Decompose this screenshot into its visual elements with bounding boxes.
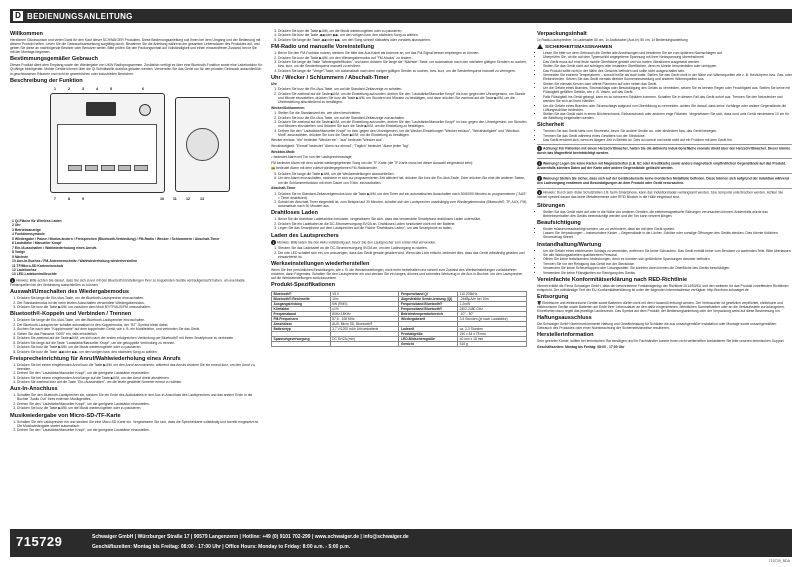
function-labels-list: [10, 219, 262, 277]
spec-key: Frequenzband Bluetooth®: [399, 307, 458, 312]
spec-value: V5.0: [330, 292, 399, 297]
warning-icon: [537, 44, 543, 49]
column-1: [10, 29, 262, 434]
spec-value: 10m: [330, 297, 399, 302]
call-heading: Freisprecheinrichtung für Anruf/Wahlwiederholung eines Anrufs: [10, 355, 181, 362]
spec-key: Frequenzband Bluetooth®: [399, 302, 458, 307]
function-label: 2 Uhr: [12, 223, 21, 228]
alarm-steps: 1. Stellen Sie die Standardzeit ein, wie oben beschrieben. 2. Drücken Sie kurz die Ein-/Aus-Taste, um auf die Standard-Zeitanzeige zuzuschalten. 3. Drücken Sie zweimal auf die Taste ▶II/M, um die Einstellung aufzurufen, drehen Sie den "Lautstärke/Manueller Knopf" im bzw. gegen den Uhrzeigersinn, um Stunden und Minuten einzustellen, und drücken Sie kurz die Taste ▶II/M, um die Einstellung zu bestätigen. 4. Drehen Sie den "Lautstärke/Manueller Knopf" im bzw. gegen den Uhrzeigersinn, um die Wecker-Einstellungen "Wecker ein/aus", "Weckhäufigkeit" und "Weckton-Modi" auszuwählen, drücken Sie kurz die Taste ▶II/M, um die Einstellung zu bestätigen.: [271, 111, 527, 137]
spec-value: 87,5 - 108 MHz: [330, 317, 399, 322]
bluetooth-hint: i Hinweis: Bitte achten Sie darauf, dass Sie sich zuvor mit den Bluetooth Einstellungen Ihrer zu koppelnden Geräte vertrautgemacht haben, um eventuelle Fehlerquellen bei der Verbindung ausschließen zu können.: [10, 278, 245, 288]
speaker-unit: [175, 97, 230, 192]
spec-key: [272, 342, 331, 347]
charge-hint: i Hinweis: Bitte laden Sie den Akku vollständig auf, bevor Sie den Lautsprecher zum ersten Mal verwenden.: [272, 239, 437, 245]
page-title: BEDIENUNGSANLEITUNG: [27, 11, 133, 21]
spec-key: Betriebstemperaturbereich: [399, 312, 458, 317]
wireless-steps: 1. Bevor Sie die drahtlose Ladefunktion benutzen, vergewissern Sie sich, dass das verwendete Smartphone drahtloses Laden unterstützt. 2. Drücken Sie ein Ladekabel an die DC-Stromversorgung 5V/2A an. Drahtloses Laden funktioniert nicht mit der Batterie. 3. Legen Sie das Smartphone auf dem Lautsprecher auf die Fläche "Drahtloses Laden", um das Smartphone zu laden.: [271, 217, 527, 230]
alarm-note: FM bedeutet Alarm mit dem zuletzt wiedergegebenen Song von der TF-Karte (die TF-Karte muss bei dieser Auswahl eingesteckt sein);: [271, 160, 474, 165]
alarm-note: Weckhäufigkeit: "Einmal" bedeutet "Alarm nur einmal"; "Täglich" bedeutet "Alarm jeden Tag".: [271, 143, 410, 148]
spec-value: DC 5V/2A (min): [330, 337, 399, 342]
button-row: [68, 165, 148, 171]
bluetooth-steps: 1. Drücken Sie lange die Ein-/Aus-Taste, um den Bluetooth-Lautsprecher einzuschalten. 2. Der Bluetooth-Lautsprecher schaltet automatisch in den Koppelmodus, der "BT"-Symbol blinkt dabei. 3. Suchen Sie nach dem "Kopplername" auf dem koppelnden Gerät, wie z. B. ein Mobiltelefon, und verbinden Sie das Gerät. 4. Geben Sie das Passwort "0000" ein, falls erforderlich. 5. Drücken Sie zweimal auf die Taste ▶II/M, um sich nach der ersten erfolgreichen Verbindung per Bluetooth® mit Ihrem Smartphone zu verbinden. 6. Drücken Sie lange auf die Taste "Lautstärke/Manueller Knopf", um die gekoppelte Verbindung zu trennen. 7. Drücken Sie kurz die Taste ▶II/M, um die Musik wiederzugeben oder zu pausieren. 8. Drücken Sie kurz die Taste ◀◀ oder ▶▶, um den vorigen bzw. den nächsten Song zu wählen.: [10, 318, 262, 353]
liability-heading: Haftungsausschluss: [537, 315, 592, 322]
conformity-text: Hiermit erklärt die Firma Schwaiger GmbH, dass der beschriebene Funkanlagentyp der Richtlinie 2014/53/EU und den weiteren für das Produkt zutreffenden Richtlinien entspricht. Der vollständige Text der EU-Konformitätserklärung ist unter der folgenden Internetadresse verfügbar: http://konform.schwaiger.de: [537, 283, 789, 292]
spec-value: -24dBµA/m bei 10m: [458, 297, 527, 302]
charge-steps: 1. Stecken Sie das Ladekabel an die DC-Stromversorgung 5V/2A an, um den Ladevorgang zu starten. 2. Die rote LED schaltet sich ein, um anzuzeigen, dass das Gerät gerade geladen wird. Wenn das Licht erlischt, bedeutet dies, dass das Gerät vollständig geladen und einsatzbereit ist.: [271, 246, 527, 259]
alarm-tail-steps: 5. Drücken Sie lange die Taste ▶II/M, um die Weckeinstellungen abzuschließen. 6. Um den Alarm einzuschalten, nachdem er sich zur programmierten Zeit aktiviert hat, drücken Sie kurz die Ein-/Aus-Taste. Oder drücken Sie eine die anderen Tasten, um die Schlummerfunktion mit einer Dauer von 9 Min. einzuschalten.: [271, 172, 527, 185]
spec-value: 80Hz-18KHz: [330, 312, 399, 317]
alarm-note: ♪ bedeutet Alarm mit Ton von der Lautsprecheranlage;: [271, 155, 353, 160]
aux-heading: Aux-In-Anschluss: [10, 386, 58, 393]
spec-key: Klirrfaktor: [272, 307, 331, 312]
spec-key: Bluetooth®: [272, 292, 331, 297]
radio-unit: [50, 93, 165, 193]
model-number: 715729: [16, 534, 63, 549]
security-heading: Sicherheit: [537, 122, 565, 129]
function-label: 7 Ein-/Ausschalten / Wahlwiederholung eines Anrufs: [12, 245, 97, 250]
specs-row: [272, 342, 527, 347]
spec-key: Gewicht: [399, 342, 458, 347]
spec-value: 150 x 84 x 78 mm: [458, 332, 527, 337]
spec-value: 40 mm x 18 mm: [458, 337, 527, 342]
fm-heading: FM-Radio und manuelle Voreinstellung: [271, 44, 375, 51]
clock-display: [86, 102, 116, 116]
spec-value: 2402-2480 GHz: [458, 307, 527, 312]
alert-icon: !: [538, 160, 541, 166]
function-label: 6 Lautstärke / Manueller Knopf: [12, 241, 62, 246]
company-contact: Schwaiger GmbH | Würzburger Straße 17 | 90579 Langenzenn | Hotline: +49 (0) 9101 702-299 | www.schwaiger.de | info@schwaiger.de: [92, 534, 409, 540]
clock-steps: 1. Drücken Sie kurz die Ein-/Aus-Taste, um auf die Standard-Zeitanzeige zu schalten. 2. Drücken Sie zweimal auf die Taste ▶II/M, um die Einstellung aufzurufen, drehen Sie den "Lautstärke/Manueller Knopf" bis bzw. gegen den Uhrzeigersinn, um Stunde und Minute einzustellen, drücken Sie kurz die Taste ▶II/M, um Stunden und Minuten zu bestätigen, und dann drücken Sie zweimal auf die Taste ▶II/M, um die Uhreinstellung abschließend zu bestätigen.: [271, 87, 527, 104]
fm-steps: 1. Bevor Sie den FM-Funktion nutzen, stecken Sie bitte das Aux-Kabel als Antenne an, um das FM-Signal besser empfangen zu können. 2. Drücken Sie kurz die Taste ▶II/M, um den Wiedergabemodus auf "FM-Modus" zu ändern. 3. Drücken Sie lange die Taste "Wiedergabe/Modus", und dann drücken Sie lange die "Nächste"-Taste, um automatisch nach den nächsten gültigen Sendern zu suchen, bzw. kurz, um die Senderfrequenz manuell zu erhöhen. 4. Drücken Sie lange die "Vorige"-Taste, um automatisch nach dem vorigen gültigen Sender zu suchen, bzw. kurz, um die Senderfrequenz manuell zu verringern.: [271, 51, 527, 73]
alert-icon: !: [538, 146, 541, 152]
specs-heading: Produkt-Spezifikationen: [271, 282, 336, 288]
phone-case-hint: i Hinweis: Durch sehr dicke Schutzhüllen z.B. beim Smartphone, kann das Induktionsladen verlangsamt werden, bzw. temporär unterbrochen werden. Achten Sie hierbei speziell darauf das keine Metallelemente oder RFID Blocker in die Hülle eingebaut sind.: [537, 188, 792, 201]
maintenance-list: • Um die Gefahr eines elektrischen Schlags zu vermeiden, entfernen Sie keine Schrauben. Das Gerät enthält keine vom Benutzer zu wartenden Teile. Bitte überlassen Sie alle Wartungsarbeiten qualifiziertem Personal. • Öffnen Sie keine festsitzenden Abdeckungen, denn es könnten sich gefährliche Spannungen darunter befinden. • Trennen Sie vor der Reinigung das Gerät von der Steckdose. • Verwenden Sie keine Scheuerlappen oder Lösungsmittel. Sie könnten dann können die Oberfläche des Geräts beschädigen. • Verwenden Sie keine Flüssigkeiten zur Reinigung des Geräts.: [537, 249, 792, 275]
spec-value: 5W (RMS): [330, 302, 399, 307]
spec-key: Wiedergabezeit: [399, 317, 458, 322]
spec-value: ≤1%: [330, 307, 399, 312]
call-steps: 1. Drücken Sie bei einem eingehenden Anruf kurz die Taste ▶II/M, um den Anruf anzunehmen, während das Anrufs drücken Sie sie erneut kurz, um den Anruf zu beenden. 2. Drehen Sie den "Lautstärke/Manueller Knopf", um die geeignete Lautstärke einzustellen. 3. Drücken Sie bei einem eingehenden Anruf lange auf die Taste ▶II/M, um den Anruf direkt abzulehnen. 4. Drücken Sie zweimal kurz auf die Taste "Ein-/Ausschalten", um die letzte gewählte Nummer erneut zu wählen.: [10, 363, 262, 385]
language-badge: D: [13, 11, 23, 21]
function-label: 10 Aux-In-Buchse / FM-Antennenschnitz / Wahlwiederholung wiederherstellen: [12, 259, 138, 264]
spec-key: Anschlüsse: [272, 322, 331, 327]
spec-value: AUX, Micro SD, Bluetooth®: [330, 322, 399, 327]
function-label: 12 Ladebuchse: [12, 267, 37, 272]
column-2: [271, 29, 527, 347]
spec-value: ca. 2-3 Stunden: [458, 327, 527, 332]
liability-text: Die Schwaiger GmbH übernimmt keinerlei Haftung und Gewährleistung für Schäden die aus unsachgemäßer Installation oder Montage sowie unsachgemäßem Gebrauch des Produktes oder einer Nichtbeachtung der Sicherheitshinweise resultieren.: [537, 322, 777, 331]
bluetooth-heading: Bluetooth®-Koppeln und Verbinden / Trennen: [10, 311, 132, 318]
spec-key: Produktgröße: [399, 332, 458, 337]
spec-key: Ausgangsleistung: [272, 302, 331, 307]
package-text: 1x Radio-Lautsprecher, 1x Ladekabel 80 cm, 1x Audiokabel (Aux-In) 50 cm, 1x Bedienungsanleitung: [537, 38, 688, 42]
weee-bin-icon: 🗑: [537, 300, 543, 305]
disposal-text: 🗑 Elektrische und elektronische Geräte sowie Batterien dürfen nicht mit dem Hausmüll entsorgt werden. Der Verbraucher ist gesetzlich verpflichtet, elektrische und elektronische Geräte sowie Batterien am Ende ihrer Lebensdauer an den dafür eingerichteten, öffentlichen Sammelstellen oder an die Verkaufsstelle zurückzugeben. Einzelheiten dazu regelt das jeweilige Landesrecht. Das Symbol auf dem Produkt, der Bedienungsanleitung oder der Verpackung weist auf diese Bestimmung hin.: [537, 300, 785, 314]
function-label: 9 Nächste: [12, 254, 29, 259]
alarm-subheading: Wecker/Schlummern: [271, 105, 305, 110]
interference-list: • Stellen Sie das Gerät nicht auf oder in die Nähe von anderen Geräten, die elektromagnetische Störungen verursachen können. Andernfalls würde das Betriebsverhalten des Geräts beeinträchtigt werden und der Ton kann verzerrt klingen.: [537, 210, 792, 218]
safety-heading: SICHERHEITSMASSNAHMEN: [537, 44, 792, 51]
mode-steps: 1. Drücken Sie lange die Ein-/Aus-Taste, um die Bluetooth-Lautsprecher einzuschalten. 2. Der Standardmodus ist der beim letzten Ausschalten verwendete Wiedergabemodus. 3. Drücken Sie kurz die Taste ▶II/M, um zwischen dem Modi BT/TF/AUX/FM umzuschalten.: [10, 296, 262, 309]
function-label: 1 Qi-Fläche für Wireless Laden: [12, 218, 62, 223]
spec-key: LED-Bildschirmgröße: [399, 337, 458, 342]
package-heading: Verpackungsinhalt: [537, 31, 587, 37]
security-list: • Trennen Sie das Gerät stets vom Stromnetz, bevor Sie andere Geräte an- oder abstecken bzw. das Gerät bewegen. • Trennen Sie das Gerät während eines Gewitters von der Steckdose. • Das Gerät erwärmt sich, wenn es längere Zeit in Betrieb ist. Dies ist normal und weist nicht auf ein Problem mit dem Gerät hin.: [537, 129, 792, 142]
alarm-note: Weckton-Modi:: [271, 149, 296, 154]
function-label: 3 Betriebsanzeige: [12, 227, 41, 232]
spec-key: Frequenzband: [272, 312, 331, 317]
function-label: 11 TF/Micro-SD Karteneinschub: [12, 263, 64, 268]
alarm-note: 📻 bedeutet Alarm mit dem zuletzt wiedergegebenen FM-Radiosender.: [271, 166, 378, 171]
pacemaker-warning: ! Achtung! Für Patienten mit einem Herzschrittmacher, halten Sie die aktivierte Induk-tionsfläche niemals direkt über den Herzschrittmacher. Dieser könnte durch das Magnetfeld beeinträchtigt werden.: [537, 144, 792, 157]
mode-heading: Auswahl/Umschalten des Wiedergabemodus: [10, 289, 130, 296]
clock-heading: Uhr / Wecker / Schlummern / Abschalt-Timer: [271, 74, 389, 81]
product-illustration: 1 2 3 4 5 6 7 8 9 10 11 12 13: [10, 87, 262, 217]
magnet-card-warning: ! Warnung! Legen Sie keine Karten mit Magnetstreifen (z.B. EC oder Kreditkarte) sowie andere magnetisch empfindlichen Gegenstände auf das Produkt. Andernfalls könnten Daten auf der Karte oder andere Gegenstände gelöscht werden.: [537, 158, 792, 171]
function-label: 4 Funktionssymbole: [12, 232, 45, 237]
spec-key: Spannungsversorgung: [272, 337, 331, 342]
spec-key: FM-Frequenzen: [272, 317, 331, 322]
footer-bar: [10, 529, 792, 557]
supervision-heading: Beaufsichtigung: [537, 219, 581, 226]
welcome-text: Herzlichen Glückwunsch und vielen Dank für den Kauf dieser SCHWAIGER Produktes. Diese Bedienungsanleitung soll Ihnen bei dem Umgang und der Bedienung mit diesem Produkt helfen. Lesen Sie die Gebrauchsanweisung sorgfältig durch. Bewahren Sie die Anleitung während der gesamten Lebensdauer des Produktes auf, und geben Sie diese an nachfolgende Besitzer oder Benutzer weiter. Bitte prüfen Sie den Packungsinhalt auf Vollständigkeit und einen einwandfreien Zustand, bevor Sie mit der Montage beginnen.: [10, 38, 261, 55]
spec-value: 3-5 Stunden (je nach Lautstärke): [458, 317, 527, 322]
manufacturer-heading: Herstellerinformation: [537, 332, 594, 339]
spec-key: Bluetooth®-Reichweite: [272, 297, 331, 302]
disposal-heading: Entsorgung: [537, 293, 569, 300]
description-heading: Beschreibung der Funktion: [10, 77, 83, 84]
spec-value: 1,2mW: [458, 302, 527, 307]
welcome-heading: Willkommen: [10, 31, 43, 37]
manufacturer-text: Sehr geehrter Kunde, sollten bei technischen Rat benötigen und Ihr Fachhändler konnte Ihnen nicht weiterhelfen kontaktieren Sie bitte unseren technischen Support.: [537, 339, 785, 344]
maintenance-heading: Instandhaltung/Wartung: [537, 241, 602, 248]
spec-value: -10° - 50°: [458, 312, 527, 317]
spec-key: Abgestrahlte Sende-leistung (Qi): [399, 297, 458, 302]
speaker-cone-icon: [186, 128, 219, 161]
sd-heading: Musikwiedergabe von Micro-SD-/TF-Karte: [10, 412, 121, 419]
document-reference: 715729_BDA: [768, 559, 790, 563]
spec-value: 515 g: [458, 342, 527, 347]
spec-key: Ladezeit: [399, 327, 458, 332]
metal-parts-warning: ! Warnung! Stellen Sie sicher, dass sich auf der Geräteoberseite keine montierten Metallteile befinden. Diese können sich aufgrund der Induktion während des Ladevorgang erwärmen und Beschädigungen an dem Produkt oder Gerät verursachen.: [537, 173, 792, 186]
spec-value: 3,7 V/1200 mAh Lithiumbatterie: [330, 327, 399, 332]
office-hours: Geschäftszeiten: Montag bis Freitag: 08:00 - 17:00 Uhr | Office Hours: Monday to Friday: 8:00 a.m. - 5:00 p.m.: [92, 544, 351, 550]
supervision-list: • Kinder müssen beaufsichtigt werden, um zu verhindern, dass sie mit dem Gerät spielen. • Lassen Sie Verpackungen – insbesondere Kinder – Gegenstände in die Löcher, Schlitze oder sonstige Öffnungen des Geräts stecken. Dies könnte tödlichen Stromschlag führen!: [537, 227, 792, 240]
alert-icon: !: [538, 175, 541, 181]
safety-list: • Lesen Sie bitte vor dem Gebrauch die Geräte alle Anweisungen und bewahren Sie sie zum späteren Nachschlagen auf. • Überprüfen Sie, ob die auf dem Typenschild angegebene Spannung mit Ihrer Netzspannung übereinstimmt. • Das Gerät muss auf eine feste mobile Oberfläche gestellt und vor harten Vibrationen ausgesetzt werden. • Stellen Sie das Gerät nicht auf schrägen oder instabilen Oberflächen, denn es könnte herunterfallen oder umkippen. • Das Produkt sollte nicht in der Nähe des Gesichts befinden und sollte nicht ausgeschaltet sein. • Vermeiden Sie extreme Temperaturen – sowohl heiße als auch kalte. Stellen Sie das Gerät nicht in der Nähe von Wärmequellen wie z. B. Heizkörpern bzw. Gas- oder Elektroherden. Setzen Sie das Gerät niemals direkter Sonneneinstrahlung und anderen Wärmequellen aus. • Stellen Sie niemals Kerzen oder offene Flammen auf oder neben das Gerät. • Um die Gefahr eines Brandes, Stromschlags oder Beschädigung des Geräts zu vermeiden, setzen Sie es keinem Regen oder Feuchtigkeit aus. Stellen Sie keine mit Flüssigkeit gefüllten Gefäße, wie z. B. Vasen, auf das Gerät. • Falls Flüssigkeit ins Gerät gelangt, kann es zu schweren Schäden kommen. Schalten Sie in diesem Fall das Gerät sofort aus. Trennen Sie den Netzstecker und wenden Sie sich an Ihren Händler. • Um die Gefahr eines Brandes oder Stromschlags aufgrund von Überhitzung zu vermeiden, achten Sie darauf, dass keine Vorhänge oder andere Gegenstände die Lüftungsschlitze bedecken. • Stellen Sie das Gerät nicht in einen Bücherschrank, Einbauschrank oder anderen enge Räumen. Vergewissern Sie sich, dass rund ums Gerät mindestens 10 cm für die Belüftung freigehalten werden.: [537, 51, 792, 120]
sd-steps: 1. Schalten Sie den Lautsprecher ein und stecken Sie eine Micro-SD-Karte ein. Vergewissern Sie sich, dass die Speicherkarte vollständig und korrekt eingesetzt ist. Die Musikwiedergabe startet automatisch. 2. Drehen Sie den "Lautstärke/Manueller Knopf", um die geeignete Lautstärke einzustellen.: [10, 420, 262, 433]
aux-steps: 1. Schalten Sie den Bluetooth-Lautsprecher ein, stecken Sie ein Ende des Audiokabels in den Aux-In-Anschluss des Lautsprechers und das andere Ende in die Buchse "Audio Out" Ihres externen Musikgerätes. 2. Drehen Sie den "Lautstärke/Manueller Knopf", um die geeignete Lautstärke einzustellen. 3. Drücken Sie kurz die Taste ▶II/M, um die Musik wiederzugeben oder zu pausieren.: [10, 393, 262, 410]
spec-key: Batterietyp: [272, 327, 331, 332]
reset-heading: Werkseinstellungen wiederherstellen: [271, 260, 370, 267]
timer-steps: 1. Drücken Sie im Standard-Zeitanzeigemodus kurz die Taste ▶II/M, um den Timer auf ein automatisches Ausschalten nach 30/60/90 Minuten zu programmieren ("AUS" = Timer deaktiviert). 2. Sobald der Abschalt-Timer eingestellt ist, zum Beispiel auf 30 Minuten, schaltet sich der Lautsprecher unabhängig vom Wiedergabemodus (Bluetooth®, TF, AUX, FM) automatisch nach 30 Minuten aus.: [271, 192, 527, 209]
function-label: 8 Vorige: [12, 250, 26, 255]
header-banner: [10, 9, 792, 23]
reset-text: Wenn Sie Ihre persönlichen Einstellungen, wie z. B. die Weckeinstellungen, nicht mehr beibehalten und schnell zum Zustand des Werkseinstellungen zurückkehren möchten, dann Folgendes. Schalten Sie den Lautsprecher ein und stecken Sie ein langes, dünnes und schmales Werkzeug in die Aux-In-Buchse, um den Lautsprecher auf die Werkseinstellungen zurückzusetzen.: [271, 267, 523, 280]
purpose-text: Dieses Produkt dient dem Empfang sowie der Wiedergabe von UKW Radioprogrammen. Zusätzlich verfügt es über eine Bluetooth-Funktion sowie eine Ladefunktion für Qi-fähige Mobilgeräte. Mobile Geräte können über die Qi Schnittstelle drahtlos geladen werden. Verwenden Sie das Gerät nur für den privaten Gebrauch ausschließlich in geschlossenen Räumen und nicht im gewerblichen oder industriellen Bereichen.: [10, 63, 262, 76]
function-label: 13 LED-Ladekontrollleuchte: [12, 272, 57, 277]
spec-key: Frequenzband Qi: [399, 292, 458, 297]
volume-knob-icon: [139, 104, 151, 116]
spec-value: [330, 342, 399, 347]
function-label: 5 Wiedergabe / Pause / Modus ändern / Freisprechen (Bluetooth-Verbindung) / FM-Radio / Wecker / Schlummern / Abschalt-Timer: [12, 236, 220, 241]
conformity-heading: Vereinfachte Konformitätserklärung nach RED-Richtlinie: [537, 276, 688, 283]
business-hours: Geschäftszeiten: Montag bis Freitag: 08:00 - 17:00 Uhr: [537, 344, 625, 349]
column-3: [537, 29, 792, 351]
specs-table: [271, 291, 527, 347]
spec-value: 110-205kHz: [458, 292, 527, 297]
alarm-note: Wecker ein/aus: "ein" bedeutet "Wecker ein"; "aus" bedeutet "Wecker aus".: [271, 138, 384, 143]
info-icon: i: [538, 190, 541, 196]
info-icon: i: [272, 239, 275, 245]
wireless-heading: Drahtloses Laden: [271, 210, 318, 217]
info-icon: i: [11, 278, 14, 284]
sd-steps-continued: 3. Drücken Sie kurz die Taste ▶II/M, um die Musik wiederzugeben oder zu pausieren. 4. Drücken Sie kurz die Taste ◀◀ oder ▶▶, um den vorigen bzw. den nächsten Song zu wählen. 5. Drücken Sie lange die Taste ◀◀ oder ▶▶, um den Song schnell rückwärts oder vorwärts abzuspielen.: [271, 29, 527, 42]
radio-front-panel: [57, 124, 157, 184]
clock-subheading: Uhr: [271, 81, 277, 86]
timer-subheading: Abschalt-Timer: [271, 186, 296, 191]
interference-heading: Störungen: [537, 202, 565, 209]
charge-heading: Laden des Lautsprechers: [271, 232, 339, 239]
purpose-heading: Bestimmungsgemäßer Gebrauch: [10, 56, 98, 63]
